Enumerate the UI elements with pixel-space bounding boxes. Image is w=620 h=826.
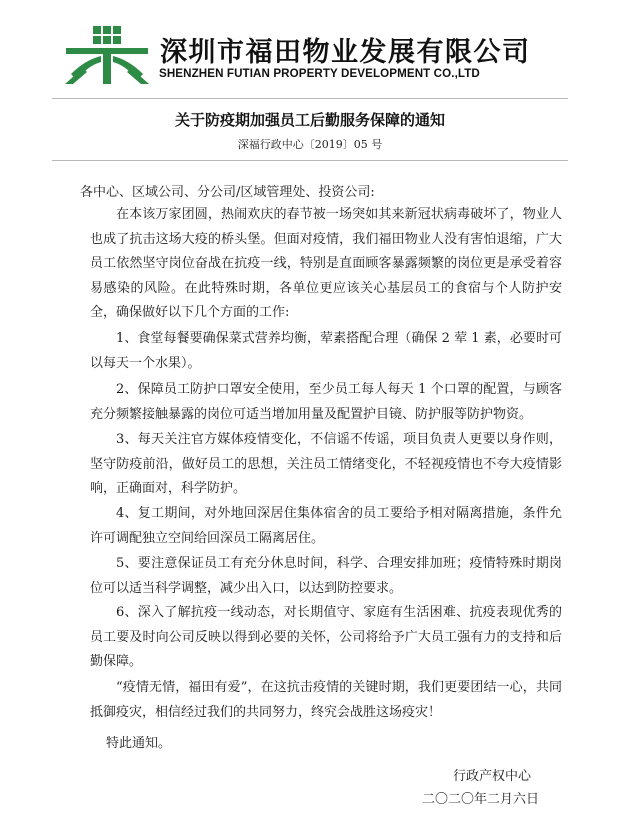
closing-line: 特此通知。 <box>106 736 172 751</box>
item-paragraph-3: 3、每天关注官方媒体疫情变化，不信谣不传谣，项目负责人更要以身作则，坚守防疫前沿，做好员工的思想，关注员工情绪变化，不轻视疫情也不夸大疫情影响，正确面对，科学防护。 <box>90 432 562 496</box>
header-divider <box>52 98 568 99</box>
signature-date: 二〇二〇年二月六日 <box>422 792 540 807</box>
item-paragraph-1: 1、食堂每餐要确保菜式营养均衡，荤素搭配合理（确保 2 荤 1 素，必要时可以每天一个水果）。 <box>90 331 562 371</box>
appeal-paragraph: “疫情无情，福田有爱”，在这抗击疫情的关键时期，我们更要团结一心，共同抵御疫灾，相信经过我们的共同努力，终究会战胜这场疫灾！ <box>90 680 562 720</box>
company-logo-icon <box>63 24 151 86</box>
item-paragraph-4: 4、复工期间，对外地回深居住集体宿舍的员工要给予相对隔离措施，条件允许可调配独立空间给回深员工隔离居住。 <box>90 506 562 546</box>
item-paragraph-6: 6、深入了解抗疫一线动态，对长期值守、家庭有生活困难、抗疫表现优秀的员工要及时向公司反映以得到必要的关怀，公司将给予广大员工强有力的支持和后勤保障。 <box>90 605 562 669</box>
intro-paragraph: 在本该万家团圆，热闹欢庆的春节被一场突如其来新冠状病毒破坏了，物业人也成了抗击这场大疫的桥头堡。但面对疫情，我们福田物业人没有害怕退缩，广大员工依然坚守岗位奋战在抗疫一线，特别是直面顾客暴露频繁的岗位更是承受着容易感染的风险。在此特殊时期，各单位更应该关心基层员工的食宿与个人防护安全，确保做好以下几个方面的工作: <box>90 207 562 320</box>
item-paragraph-2: 2、保障员工防护口罩安全使用，至少员工每人每天 1 个口罩的配置，与顾客充分频繁接触暴露的岗位可适当增加用量及配置护目镜、防护服等防护物资。 <box>90 382 562 422</box>
notice-number: 深福行政中心〔2019〕05 号 <box>237 138 383 151</box>
item-paragraph-5: 5、要注意保证员工有充分休息时间，科学、合理安排加班；疫情特殊时期岗位可以适当科学调整，减少出入口，以达到防控要求。 <box>90 556 562 596</box>
company-name-en: SHENZHEN FUTIAN PROPERTY DEVELOPMENT CO.,LTD <box>159 67 480 80</box>
salutation: 各中心、区域公司、分公司/区域管理处、投资公司: <box>80 185 375 200</box>
company-name-cn: 深圳市福田物业发展有限公司 <box>160 37 531 68</box>
title-divider <box>52 160 568 161</box>
signature-org: 行政产权中心 <box>453 769 532 784</box>
notice-title: 关于防疫期加强员工后勤服务保障的通知 <box>174 111 445 129</box>
